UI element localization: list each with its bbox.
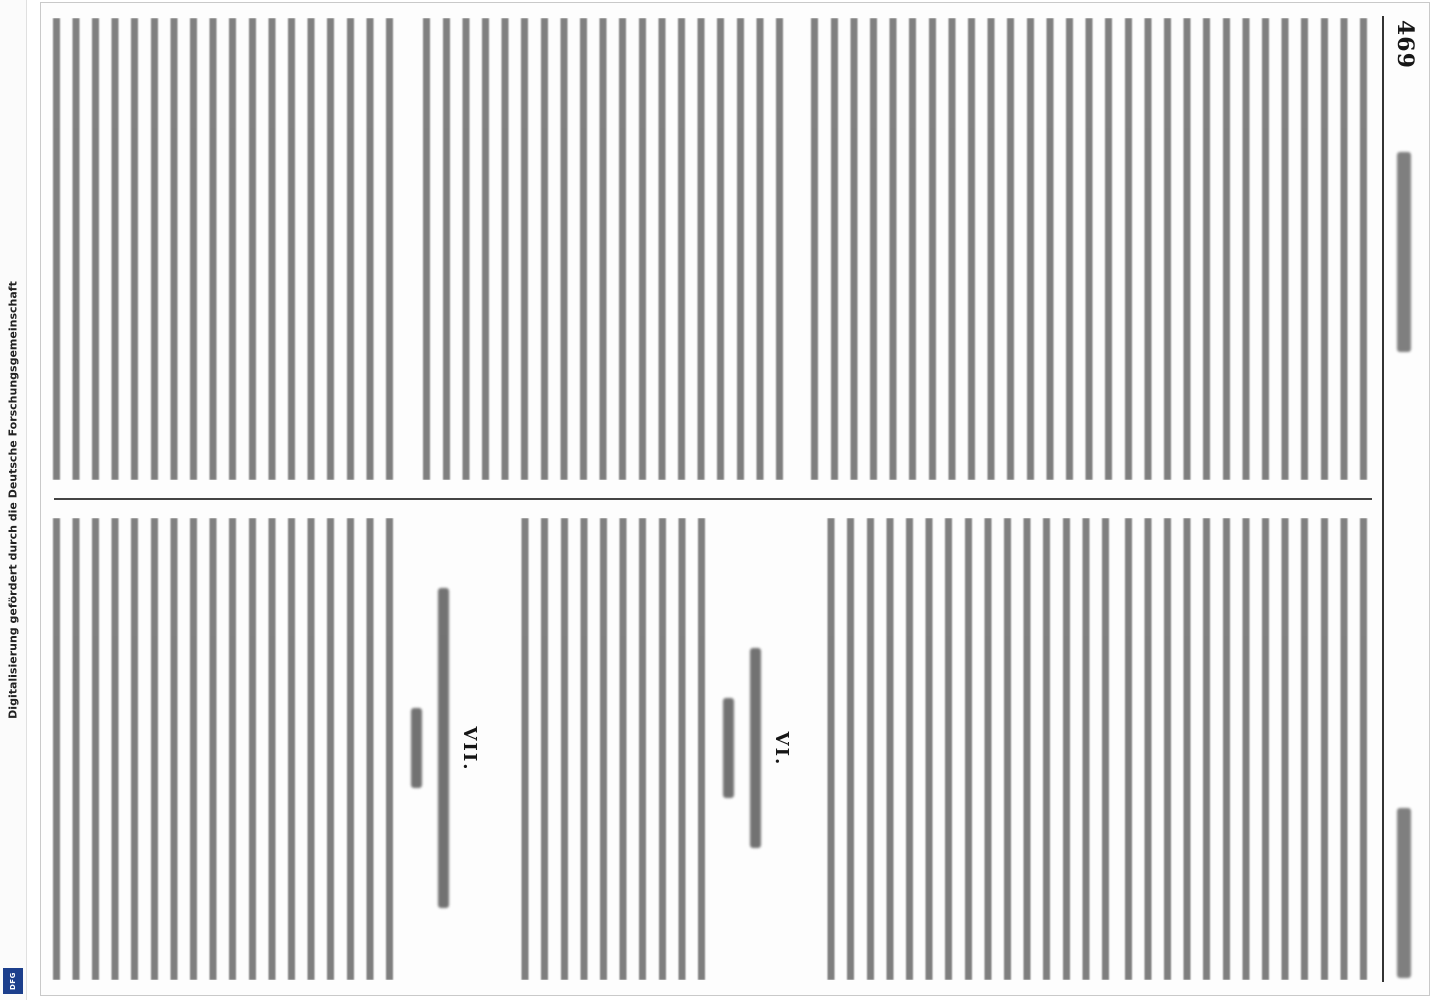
body-text-block — [52, 518, 398, 980]
body-text-block — [518, 518, 710, 980]
body-text-block — [52, 18, 398, 480]
page-number: 469 — [1392, 20, 1418, 69]
scanned-page — [40, 2, 1430, 996]
dfg-credit: Digitalisierung gefördert durch die Deutsche Forschungsgemeinschaft — [6, 281, 20, 719]
body-text-block — [804, 18, 1372, 480]
footer-strip — [0, 0, 27, 1000]
page-content — [40, 2, 1430, 996]
running-head-left — [1397, 152, 1411, 352]
section-title-vi — [750, 648, 761, 848]
section-title-vii — [438, 588, 449, 908]
body-text-block — [822, 518, 1114, 980]
dfg-logo-icon: DFG — [3, 968, 23, 994]
body-text-block — [1122, 518, 1372, 980]
running-head-right — [1397, 808, 1411, 978]
section-reference-vi — [723, 698, 734, 798]
header-rule — [1382, 16, 1384, 982]
section-reference-vii — [411, 708, 422, 788]
column-right — [52, 518, 1372, 980]
column-left — [52, 18, 1372, 480]
section-heading-vi: VI. — [771, 731, 792, 767]
column-divider — [54, 498, 1372, 500]
section-heading-vii: VII. — [459, 726, 480, 772]
running-head — [1392, 152, 1416, 978]
body-text-block — [412, 18, 788, 480]
